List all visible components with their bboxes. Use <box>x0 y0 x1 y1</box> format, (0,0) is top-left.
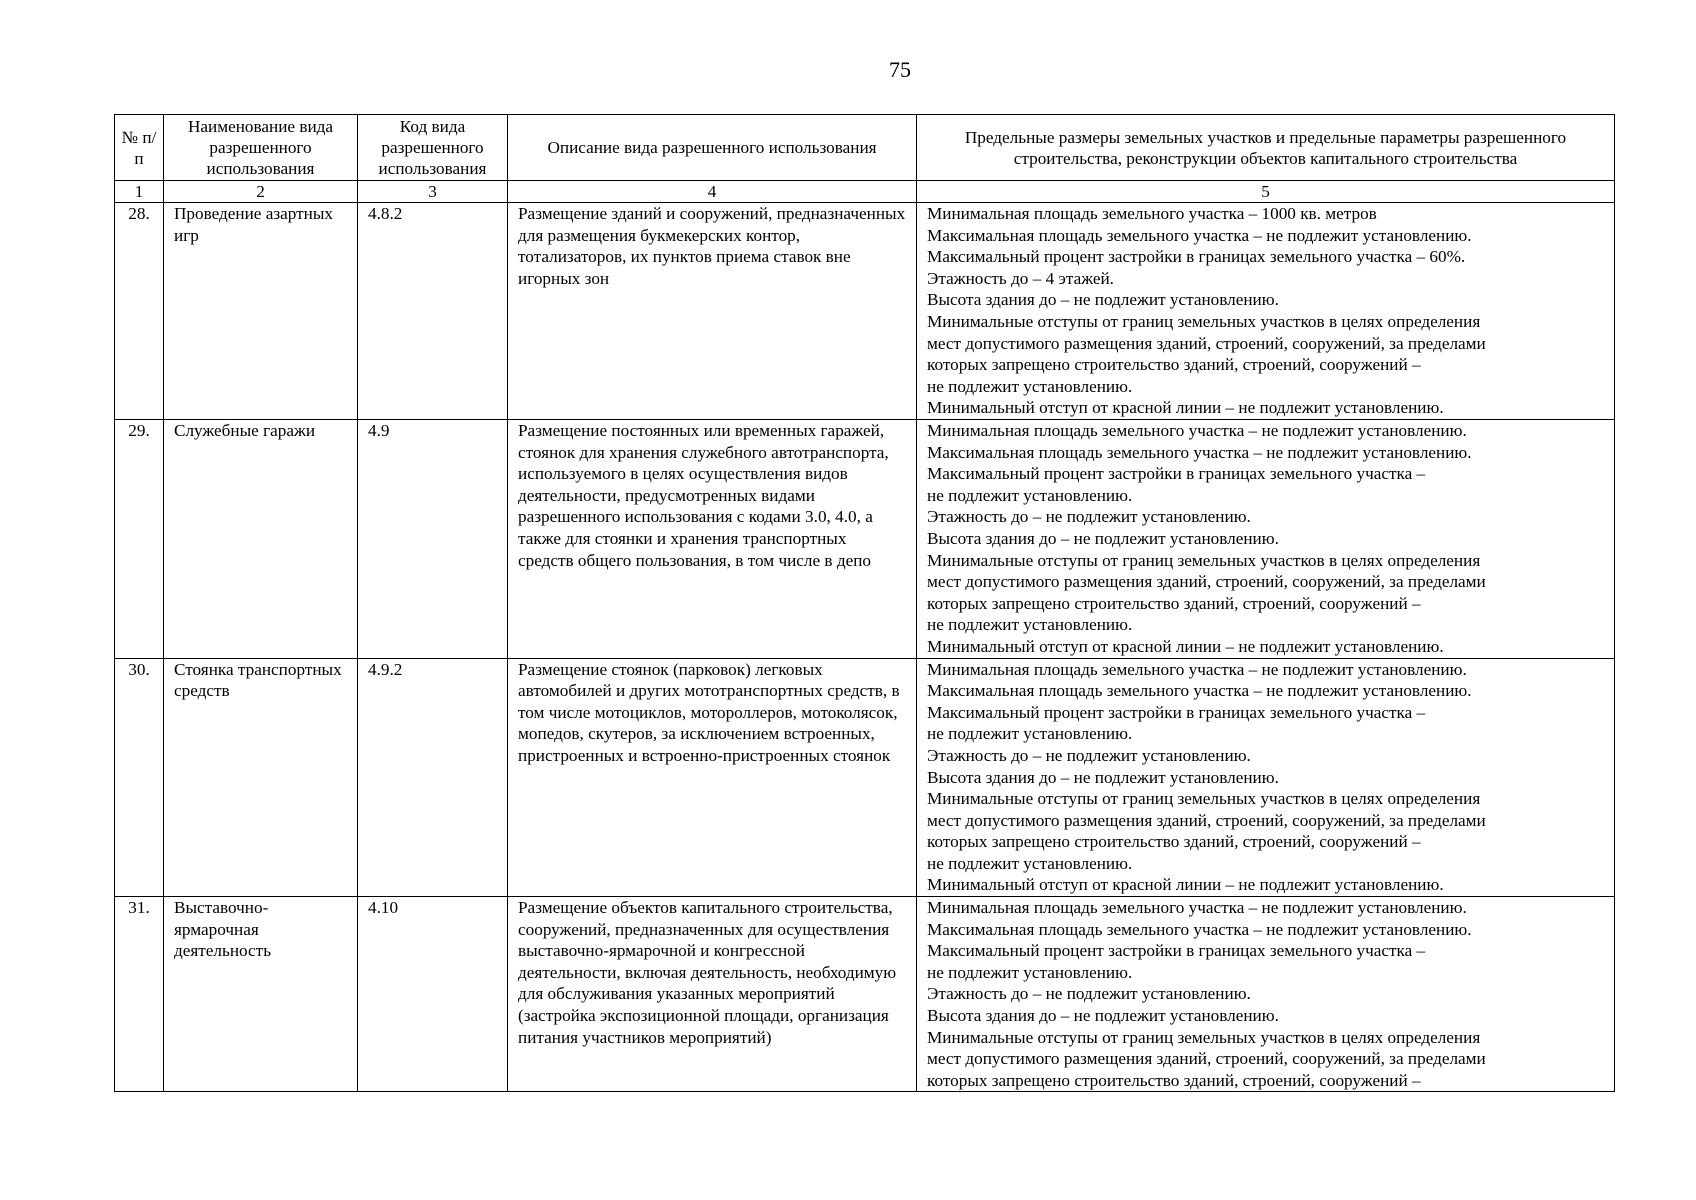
limit-line: Минимальный отступ от красной линии – не подлежит установлению. <box>927 398 1444 418</box>
limit-line: которых запрещено строительство зданий, строений, сооружений – <box>927 1070 1421 1090</box>
use-code: 4.9.2 <box>358 658 508 897</box>
limit-line: Минимальная площадь земельного участка – не подлежит установлению. <box>927 659 1467 679</box>
row-number: 30. <box>115 658 164 897</box>
limit-line: Минимальный отступ от красной линии – не подлежит установлению. <box>927 636 1444 656</box>
use-limits <box>917 420 1615 659</box>
limit-line: не подлежит установлению. <box>927 615 1133 635</box>
table-row <box>115 897 1615 1092</box>
header-description: Описание вида разрешенного использования <box>508 115 917 181</box>
limit-line: мест допустимого размещения зданий, строений, сооружений, за пределами <box>927 1049 1486 1069</box>
row-number: 28. <box>115 203 164 420</box>
limit-line: Этажность до – не подлежит установлению. <box>927 745 1251 765</box>
page-number: 75 <box>889 57 911 82</box>
use-limits <box>917 658 1615 897</box>
header-code: Код вида разрешенного использования <box>358 115 508 181</box>
use-code: 4.8.2 <box>358 203 508 420</box>
use-code: 4.10 <box>358 897 508 1092</box>
limit-line: Минимальный отступ от красной линии – не подлежит установлению. <box>927 875 1444 895</box>
limit-line: Максимальный процент застройки в границах земельного участка – <box>927 941 1426 961</box>
use-name: Служебные гаражи <box>164 420 358 659</box>
limit-line: не подлежит установлению. <box>927 853 1133 873</box>
column-number: 4 <box>508 181 917 203</box>
limit-line: не подлежит установлению. <box>927 724 1133 744</box>
limit-line: Максимальный процент застройки в границах земельного участка – <box>927 702 1426 722</box>
column-number: 3 <box>358 181 508 203</box>
use-description: Размещение постоянных или временных гаражей, стоянок для хранения служебного автотранспорта, используемого в целях осуществления видов деятельности, предусмотренных видами разрешенного использования с кодами 3.0, 4.0, а также для стоянки и хранения транспортных средств общего пользования, в том числе в депо <box>508 420 917 659</box>
header-number: № п/п <box>115 115 164 181</box>
limit-line: Минимальная площадь земельного участка – 1000 кв. метров <box>927 204 1377 223</box>
limit-line: Минимальные отступы от границ земельных участков в целях определения <box>927 550 1481 570</box>
table-header-row <box>115 115 1615 181</box>
limit-line: Минимальная площадь земельного участка – не подлежит установлению. <box>927 421 1467 440</box>
table-row <box>115 420 1615 659</box>
column-number: 1 <box>115 181 164 203</box>
table-row <box>115 203 1615 420</box>
limit-line: Этажность до – не подлежит установлению. <box>927 507 1251 527</box>
limit-line: Минимальные отступы от границ земельных участков в целях определения <box>927 1027 1481 1047</box>
table-row <box>115 658 1615 897</box>
column-number: 5 <box>917 181 1615 203</box>
limit-line: Максимальная площадь земельного участка – не подлежит установлению. <box>927 442 1472 462</box>
limit-line: Максимальная площадь земельного участка – не подлежит установлению. <box>927 225 1472 245</box>
use-name: Выставочно-ярмарочная деятельность <box>164 897 358 1092</box>
limit-line: Минимальные отступы от границ земельных участков в целях определения <box>927 789 1481 809</box>
header-limits: Предельные размеры земельных участков и предельные параметры разрешенного строительства, реконструкции объектов капитального строительства <box>917 115 1615 181</box>
limit-line: Высота здания до – не подлежит установлению. <box>927 528 1279 548</box>
limit-line: которых запрещено строительство зданий, строений, сооружений – <box>927 593 1421 613</box>
limit-line: Высота здания до – не подлежит установлению. <box>927 767 1279 787</box>
use-code: 4.9 <box>358 420 508 659</box>
limit-line: мест допустимого размещения зданий, строений, сооружений, за пределами <box>927 333 1486 353</box>
limit-line: Минимальные отступы от границ земельных участков в целях определения <box>927 311 1481 331</box>
limit-line: Этажность до – не подлежит установлению. <box>927 984 1251 1004</box>
header-name: Наименование вида разрешенного использования <box>164 115 358 181</box>
use-name: Проведение азартных игр <box>164 203 358 420</box>
limit-line: Этажность до – 4 этажей. <box>927 268 1114 288</box>
permitted-use-table <box>114 114 1615 1092</box>
column-number: 2 <box>164 181 358 203</box>
limit-line: Минимальная площадь земельного участка – не подлежит установлению. <box>927 898 1467 918</box>
use-name: Стоянка транспортных средств <box>164 658 358 897</box>
limit-line: мест допустимого размещения зданий, строений, сооружений, за пределами <box>927 572 1486 592</box>
column-numbers-row <box>115 181 1615 203</box>
limit-line: не подлежит установлению. <box>927 376 1133 396</box>
limit-line: Максимальный процент застройки в границах земельного участка – <box>927 464 1426 484</box>
limit-line: Максимальная площадь земельного участка – не подлежит установлению. <box>927 919 1472 939</box>
use-limits <box>917 897 1615 1092</box>
use-limits <box>917 203 1615 420</box>
limit-line: Высота здания до – не подлежит установлению. <box>927 290 1279 310</box>
limit-line: не подлежит установлению. <box>927 962 1133 982</box>
limit-line: которых запрещено строительство зданий, строений, сооружений – <box>927 832 1421 852</box>
use-description: Размещение объектов капитального строительства, сооружений, предназначенных для осуществления выставочно-ярмарочной и конгрессной деятельности, включая деятельность, необходимую для обслуживания указанных мероприятий (застройка экспозиционной площади, организация питания участников мероприятий) <box>508 897 917 1092</box>
use-description: Размещение стоянок (парковок) легковых автомобилей и других мототранспортных средств, в том числе мотоциклов, мотороллеров, мотоколясок, мопедов, скутеров, за исключением встроенных, пристроенных и встроенно-пристроенных стоянок <box>508 658 917 897</box>
row-number: 29. <box>115 420 164 659</box>
row-number: 31. <box>115 897 164 1092</box>
limit-line: Максимальный процент застройки в границах земельного участка – 60%. <box>927 247 1466 267</box>
use-description: Размещение зданий и сооружений, предназначенных для размещения букмекерских контор, тотализаторов, их пунктов приема ставок вне игорных зон <box>508 203 917 420</box>
limit-line: которых запрещено строительство зданий, строений, сооружений – <box>927 355 1421 375</box>
limit-line: не подлежит установлению. <box>927 485 1133 505</box>
limit-line: Максимальная площадь земельного участка – не подлежит установлению. <box>927 681 1472 701</box>
limit-line: Высота здания до – не подлежит установлению. <box>927 1006 1279 1026</box>
limit-line: мест допустимого размещения зданий, строений, сооружений, за пределами <box>927 810 1486 830</box>
